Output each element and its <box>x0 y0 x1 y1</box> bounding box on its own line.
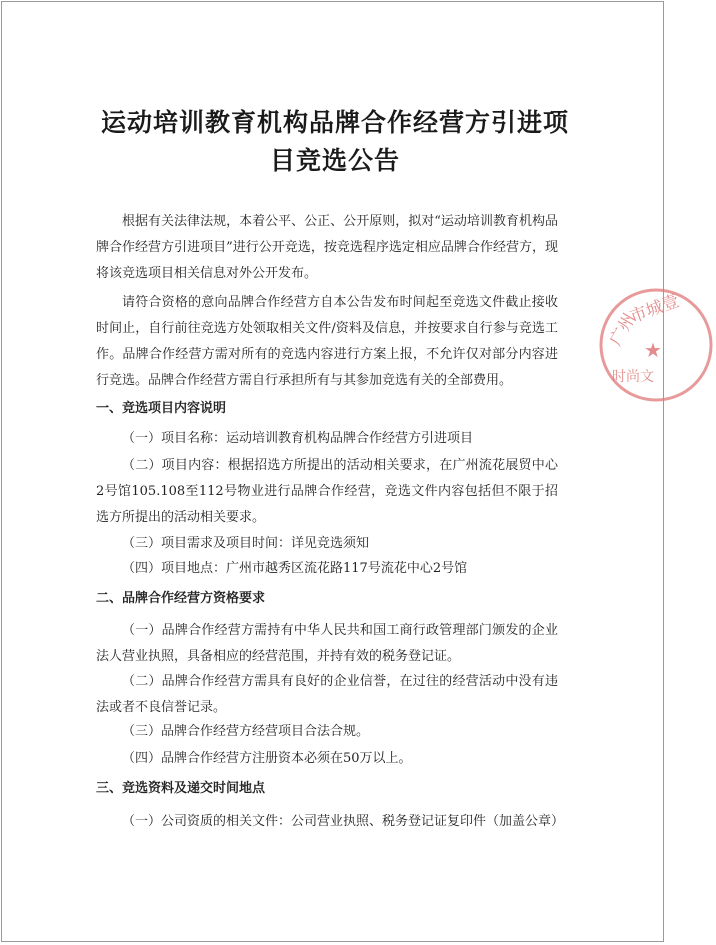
section-heading-2: 二、品牌合作经营方资格要求 <box>96 591 266 606</box>
section-1-item-1: （一）项目名称：运动培训教育机构品牌合作经营方引进项目 <box>122 431 474 446</box>
section-2-item-3: （三）品牌合作经营方经营项目合法合规。 <box>122 724 370 739</box>
section-heading-3: 三、竞选资料及递交时间地点 <box>96 781 266 796</box>
section-3-item-1: （一）公司资质的相关文件：公司营业执照、税务登记证复印件（加盖公章） <box>122 814 565 829</box>
section-heading-1: 一、竞选项目内容说明 <box>96 401 227 416</box>
section-2-item-1: （一）品牌合作经营方需持有中华人民共和国工商行政管理部门颁发的企业法人营业执照，具备相应的经营范围，并持有效的税务登记证。 <box>96 623 558 664</box>
svg-text:市城壹: 市城壹 <box>627 291 683 328</box>
company-seal <box>596 285 716 405</box>
svg-text:时尚文: 时尚文 <box>612 369 654 385</box>
intro-paragraph-2: 请符合资格的意向品牌合作经营方自本公告发布时间起至竞选文件截止接收时间止，自行前往竞选方处领取相关文件/资料及信息，并按要求自行参与竞选工作。品牌合作经营方需对所有的竞选内容进行方案上报，不允许仅对部分内容进行竞选。品牌合作经营方需自行承担所有与其参加竞选有关的全部费用。 <box>96 295 558 388</box>
section-1-item-2: （二）项目内容：根据招选方所提出的活动相关要求，在广州流花展贸中心2号馆105.108至112号物业进行品牌合作经营，竞选文件内容包括但不限于招选方所提出的活动相关要求。 <box>96 458 558 525</box>
section-2-item-4: （四）品牌合作经营方注册资本必须在50万以上。 <box>122 751 412 766</box>
svg-text:广州: 广州 <box>606 310 641 350</box>
section-1-item-4: （四）项目地点：广州市越秀区流花路117号流花中心2号馆 <box>122 561 468 576</box>
section-1-item-3: （三）项目需求及项目时间：详见竞选须知 <box>122 536 370 551</box>
svg-text:★: ★ <box>644 338 662 362</box>
section-2-item-2: （二）品牌合作经营方需具有良好的企业信誉，在过往的经营活动中没有违法或者不良信誉记录。 <box>96 674 558 715</box>
intro-paragraph-1: 根据有关法律法规，本着公平、公正、公开原则，拟对“运动培训教育机构品牌合作经营方引进项目”进行公开竞选，按竞选程序选定相应品牌合作经营方，现将该竞选项目相关信息对外公开发布。 <box>96 214 558 281</box>
document-title: 运动培训教育机构品牌合作经营方引进项目竞选公告 <box>100 108 569 175</box>
